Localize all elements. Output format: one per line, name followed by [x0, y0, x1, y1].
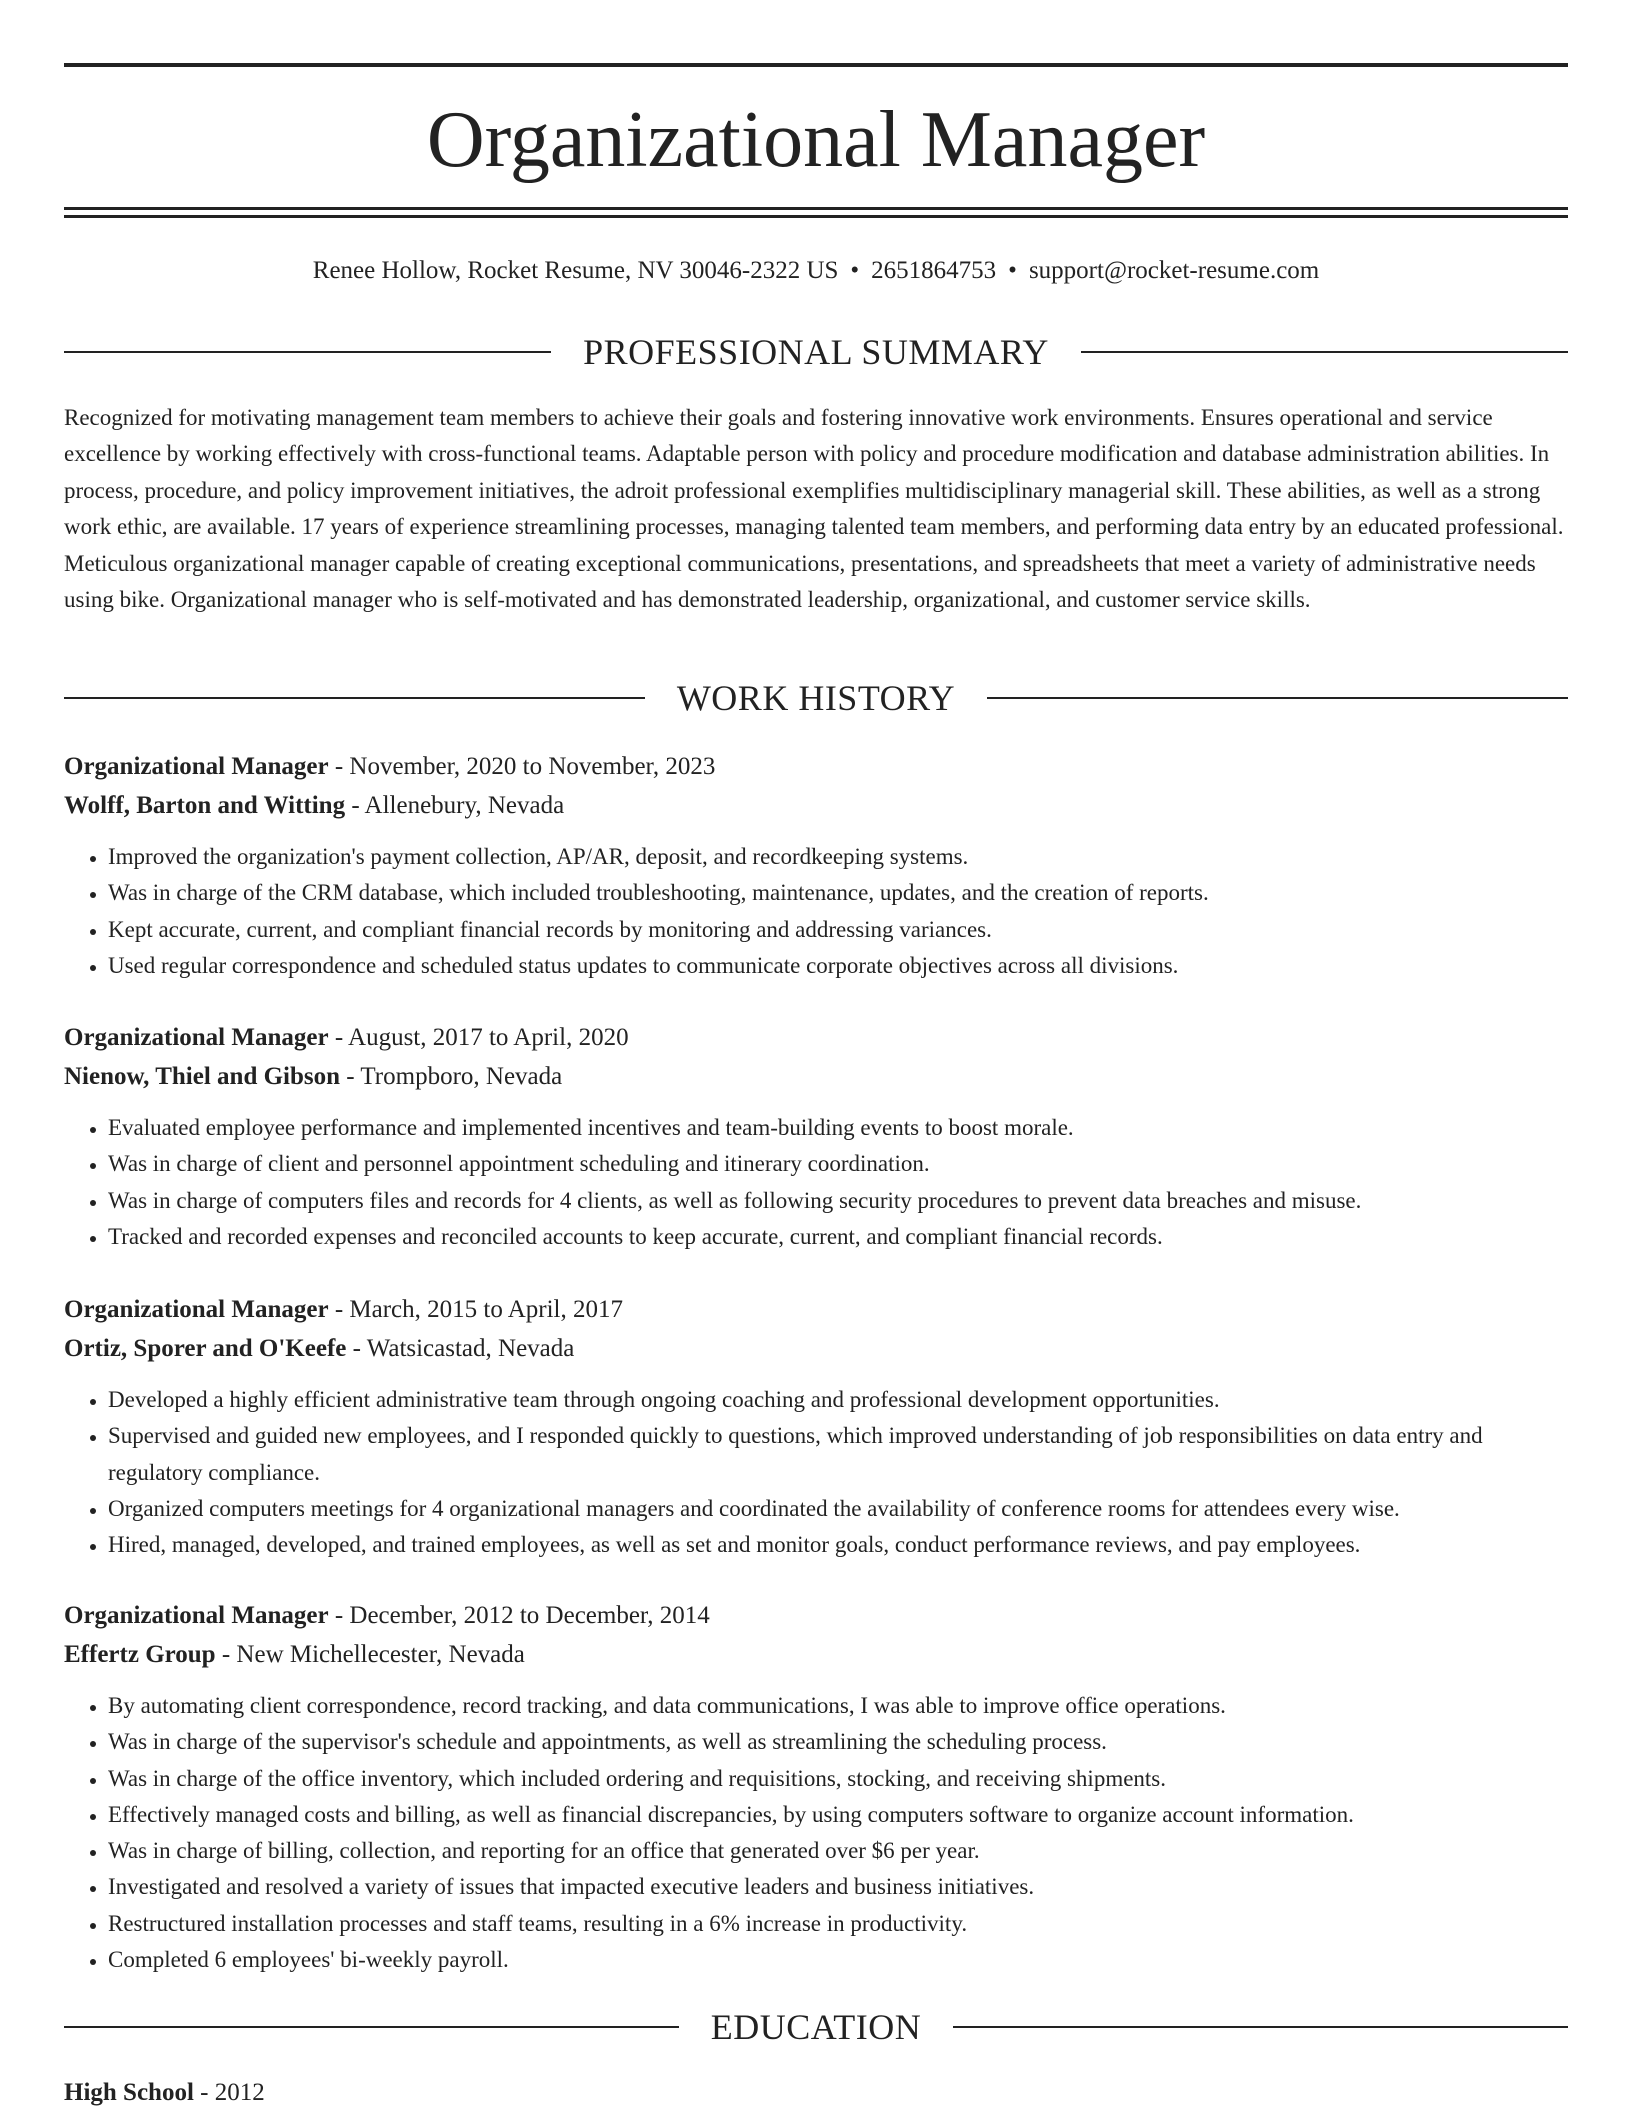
job-bullet: • Effectively managed costs and billing, as well as financial discrepancies, by using computers software to organize account information.: [108, 1797, 1568, 1833]
job-location: - New Michellecester, Nevada: [215, 1641, 525, 1668]
header-bottom-rule-2: [64, 215, 1568, 218]
contact-phone: 2651864753: [871, 257, 997, 284]
job-bullet: • Used regular correspondence and scheduled status updates to communicate corporate objectives across all divisions.: [108, 948, 1568, 984]
job-bullet: • Restructured installation processes and staff teams, resulting in a 6% increase in productivity.: [108, 1906, 1568, 1942]
heading-rule-right: [953, 2026, 1568, 2028]
job-entry: [64, 1018, 1568, 1255]
work-history-heading: [64, 676, 1568, 720]
job-title: Organizational Manager: [64, 753, 329, 780]
job-bullet: • By automating client correspondence, record tracking, and data communications, I was able to improve office operations.: [108, 1688, 1568, 1724]
job-company-row: [64, 1635, 1568, 1674]
job-dates: - December, 2012 to December, 2014: [328, 1602, 710, 1629]
job-bullet: • Was in charge of the supervisor's schedule and appointments, as well as streamlining the scheduling process.: [108, 1724, 1568, 1760]
job-title-row: [64, 1596, 1568, 1635]
contact-address: Renee Hollow, Rocket Resume, NV 30046-2322 US: [312, 257, 839, 284]
job-company: Ortiz, Sporer and O'Keefe: [64, 1335, 347, 1362]
job-title-row: [64, 1290, 1568, 1329]
job-bullets: [64, 1688, 1568, 1978]
education-degree: High School: [64, 2079, 194, 2106]
job-bullets: [64, 1382, 1568, 1563]
job-title: Organizational Manager: [64, 1602, 329, 1629]
job-title: Organizational Manager: [64, 1024, 329, 1051]
job-company-row: [64, 1057, 1568, 1096]
job-dates: - November, 2020 to November, 2023: [328, 753, 716, 780]
heading-rule-left: [64, 697, 645, 699]
education-heading: [64, 2005, 1568, 2049]
education-year: - 2012: [193, 2079, 265, 2106]
job-bullet: • Evaluated employee performance and implemented incentives and team-building events to boost morale.: [108, 1110, 1568, 1146]
job-bullet: • Was in charge of billing, collection, and reporting for an office that generated over $6 per year.: [108, 1833, 1568, 1869]
job-bullet: • Was in charge of client and personnel appointment scheduling and itinerary coordination.: [108, 1146, 1568, 1182]
contact-separator: •: [1008, 257, 1017, 284]
job-title-row: [64, 1018, 1568, 1057]
heading-rule-right: [987, 697, 1568, 699]
job-bullet: • Hired, managed, developed, and trained employees, as well as set and monitor goals, conduct performance reviews, and pay employees.: [108, 1527, 1568, 1563]
job-bullet: • Improved the organization's payment collection, AP/AR, deposit, and recordkeeping systems.: [108, 839, 1568, 875]
job-bullet: • Kept accurate, current, and compliant financial records by monitoring and addressing variances.: [108, 912, 1568, 948]
job-bullet: • Was in charge of computers files and records for 4 clients, as well as following security procedures to prevent data breaches and misuse.: [108, 1183, 1568, 1219]
job-bullet: • Completed 6 employees' bi-weekly payroll.: [108, 1942, 1568, 1978]
header-top-rule: [64, 63, 1568, 67]
job-entry: [64, 1290, 1568, 1563]
job-bullet: • Tracked and recorded expenses and reconciled accounts to keep accurate, current, and compliant financial records.: [108, 1219, 1568, 1255]
job-bullet: • Supervised and guided new employees, and I responded quickly to questions, which improved understanding of job responsibilities on data entry and regulatory compliance.: [108, 1418, 1568, 1491]
header-bottom-rule: [64, 207, 1568, 210]
education-entry: [64, 2074, 265, 2112]
job-entry: [64, 747, 1568, 984]
job-title-row: [64, 747, 1568, 786]
job-bullet: • Developed a highly efficient administrative team through ongoing coaching and professional development opportunities.: [108, 1382, 1568, 1418]
job-company-row: [64, 1329, 1568, 1368]
job-dates: - August, 2017 to April, 2020: [328, 1024, 629, 1051]
job-location: - Trompboro, Nevada: [340, 1063, 563, 1090]
job-bullet: • Was in charge of the CRM database, which included troubleshooting, maintenance, updates, and the creation of reports.: [108, 875, 1568, 911]
contact-separator: •: [850, 257, 860, 284]
education-heading-label: EDUCATION: [710, 2007, 922, 2047]
job-bullet: • Investigated and resolved a variety of issues that impacted executive leaders and business initiatives.: [108, 1869, 1568, 1905]
work-history-heading-label: WORK HISTORY: [676, 678, 956, 718]
summary-text: Recognized for motivating management team members to achieve their goals and fostering innovative work environments. Ensures operational and service excellence by working effectively with cross-functional teams. Adaptable person with policy and procedure modification and database administration abilities. In process, procedure, and policy improvement initiatives, the adroit professional exemplifies multidisciplinary managerial skill. These abilities, as well as a strong work ethic, are available. 17 years of experience streamlining processes, managing talented team members, and performing data entry by an educated professional. Meticulous organizational manager capable of creating exceptional communications, presentations, and spreadsheets that meet a variety of administrative needs using bike. Organizational manager who is self-motivated and has demonstrated leadership, organizational, and customer service skills.: [64, 405, 1564, 613]
job-company: Wolff, Barton and Witting: [64, 792, 346, 819]
job-company-row: [64, 786, 1568, 825]
job-company: Nienow, Thiel and Gibson: [64, 1063, 341, 1090]
contact-line: [64, 254, 1568, 288]
job-entry: [64, 1596, 1568, 1978]
job-dates: - March, 2015 to April, 2017: [328, 1296, 623, 1323]
summary-heading-label: PROFESSIONAL SUMMARY: [583, 332, 1049, 372]
summary-heading: [64, 330, 1568, 374]
heading-rule-left: [64, 351, 551, 353]
job-location: - Watsicastad, Nevada: [346, 1335, 575, 1362]
resume-title: Organizational Manager: [426, 96, 1206, 184]
job-bullets: [64, 1110, 1568, 1255]
job-bullets: [64, 839, 1568, 984]
job-bullet: • Organized computers meetings for 4 organizational managers and coordinated the availability of conference rooms for attendees every wise.: [108, 1491, 1568, 1527]
heading-rule-left: [64, 2026, 679, 2028]
job-location: - Allenebury, Nevada: [345, 792, 565, 819]
job-company: Effertz Group: [64, 1641, 216, 1668]
job-title: Organizational Manager: [64, 1296, 329, 1323]
job-bullet: • Was in charge of the office inventory, which included ordering and requisitions, stocking, and receiving shipments.: [108, 1761, 1568, 1797]
heading-rule-right: [1081, 351, 1568, 353]
contact-email[interactable]: support@rocket-resume.com: [1028, 257, 1320, 284]
